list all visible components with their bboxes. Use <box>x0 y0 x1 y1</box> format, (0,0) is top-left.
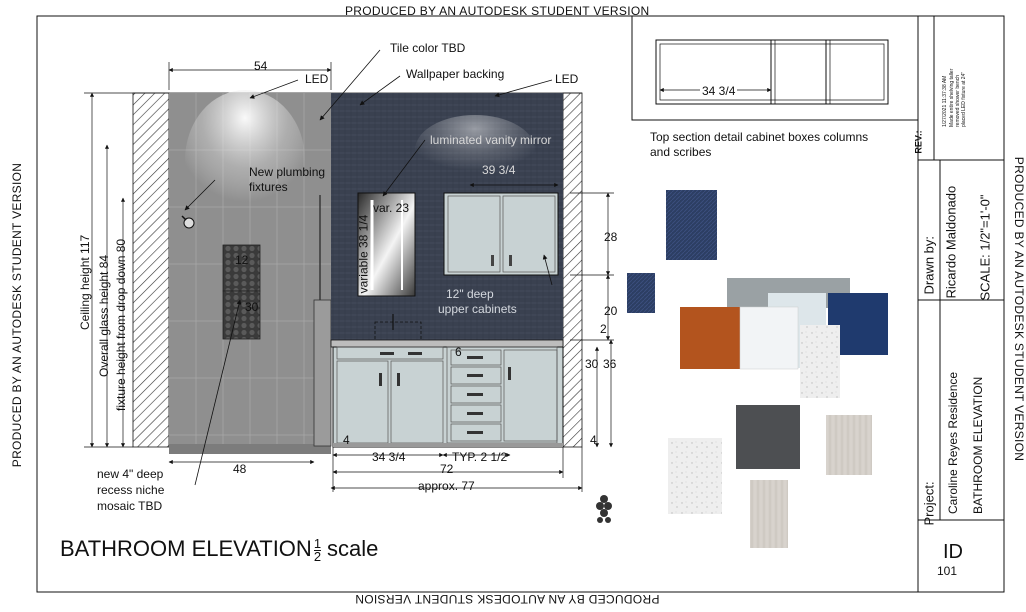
drawn-by-label: Drawn by: <box>921 235 937 295</box>
swatch-denim-small <box>627 273 655 313</box>
annotation-mirror: luminated vanity mirror <box>430 133 552 147</box>
project-label: Project: <box>921 481 937 526</box>
dim-overall: 72 <box>440 462 454 476</box>
scale-fraction <box>313 535 322 564</box>
annotation-plumbing-2: fixtures <box>249 180 288 194</box>
sheet-id: ID <box>943 541 963 563</box>
scale-denominator: 2 <box>313 548 322 564</box>
dim-upper-width: 39 3/4 <box>482 163 516 177</box>
watermark-left: PRODUCED BY AN AUTODESK STUDENT VERSION <box>10 162 25 468</box>
annotation-mirror-var: var. 23 <box>373 201 410 215</box>
dim-niche-upper: 12 <box>235 253 249 267</box>
right-wall-hatch <box>563 93 582 447</box>
rev-date: 1/27/2021 11:37:38 AM <box>942 75 948 127</box>
annotation-section-1: Top section detail cabinet boxes columns <box>650 130 869 144</box>
swatch-charcoal <box>736 405 800 469</box>
hex-mosaic-icon <box>596 495 612 523</box>
dim-drawer-width: 6 <box>455 345 462 359</box>
dim-glass: Overall glass height 84 <box>97 254 111 377</box>
annotation-led-left: LED <box>305 72 329 86</box>
annotation-mirror-variable: variable 38 1/4 <box>356 214 371 294</box>
wallpaper-led-glow <box>415 115 535 185</box>
rev-note-2: removed shower bench <box>955 75 961 127</box>
drawing-title-scale: scale <box>327 536 379 561</box>
dim-vanity-height: 30 <box>585 357 599 371</box>
dim-niche-lower: 30 <box>245 300 259 314</box>
dim-top-width: 54 <box>254 59 268 73</box>
swatch-white <box>740 307 798 369</box>
material-board <box>627 190 888 548</box>
dim-approx: approx. 77 <box>418 479 475 493</box>
dim-upper-height: 28 <box>604 230 618 244</box>
annotation-niche-1: new 4" deep <box>97 467 164 481</box>
dim-total-height: 36 <box>603 357 617 371</box>
dim-fixture: fixture height from drop down 80 <box>114 238 128 411</box>
swatch-wood-bottom <box>750 480 788 548</box>
scale-numerator: 1 <box>313 535 322 551</box>
swatch-rust <box>680 307 740 369</box>
sheet-title: BATHROOM ELEVATION <box>971 376 985 514</box>
sheet-number: 101 <box>937 564 958 578</box>
countertop <box>331 340 563 347</box>
rev-note-1: Made entire shelving taller <box>949 68 955 127</box>
watermark-top: PRODUCED BY AN AUTODESK STUDENT VERSION <box>345 4 650 18</box>
project-name: Caroline Reyes Residence <box>946 371 960 514</box>
dim-typ: TYP. 2 1/2 <box>452 450 508 464</box>
scale-note: SCALE: 1/2"=1'-0" <box>977 194 993 301</box>
swatch-marble <box>668 438 722 514</box>
swatch-denim <box>666 190 717 260</box>
annotation-led-right: LED <box>555 72 579 86</box>
rev-label: REV.: <box>913 130 924 154</box>
annotation-tile-color: Tile color TBD <box>390 41 466 55</box>
swatch-quartz <box>800 325 840 398</box>
dim-section-width: 34 3/4 <box>702 84 736 98</box>
annotation-upper-1: 12" deep <box>446 287 494 301</box>
rev-note-3: placed LED fixture at 24" <box>961 71 967 127</box>
annotation-niche-3: mosaic TBD <box>97 499 163 513</box>
watermark-bottom: PRODUCED BY AN AUTODESK STUDENT VERSION <box>355 592 660 606</box>
upper-cabinets <box>444 193 558 275</box>
dim-shower-width: 48 <box>233 462 247 476</box>
drawing-title-text: BATHROOM ELEVATION <box>60 536 312 561</box>
dim-gap-height: 20 <box>604 304 618 318</box>
drawn-by-name: Ricardo Maldonado <box>943 185 959 299</box>
vanity-cabinet <box>333 347 563 447</box>
annotation-section-2: and scribes <box>650 145 712 159</box>
dim-vanity-width: 34 3/4 <box>372 450 406 464</box>
annotation-plumbing-1: New plumbing <box>249 165 326 179</box>
annotation-wallpaper: Wallpaper backing <box>406 67 505 81</box>
dim-ceiling: Ceiling height 117 <box>78 234 92 330</box>
swatch-wood-light <box>826 415 872 475</box>
top-section-detail <box>632 16 918 120</box>
glass-panel <box>314 300 331 446</box>
watermark-right: PRODUCED BY AN AUTODESK STUDENT VERSION <box>1012 156 1026 462</box>
left-wall-hatch <box>133 93 169 447</box>
annotation-upper-2: upper cabinets <box>438 302 517 316</box>
drawing-title <box>60 536 378 563</box>
dim-toe-left: 4 <box>343 433 350 447</box>
dim-counter-thick: 2 <box>600 322 607 336</box>
dim-toe-right: 4 <box>590 433 597 447</box>
annotation-niche-2: recess niche <box>97 483 165 497</box>
